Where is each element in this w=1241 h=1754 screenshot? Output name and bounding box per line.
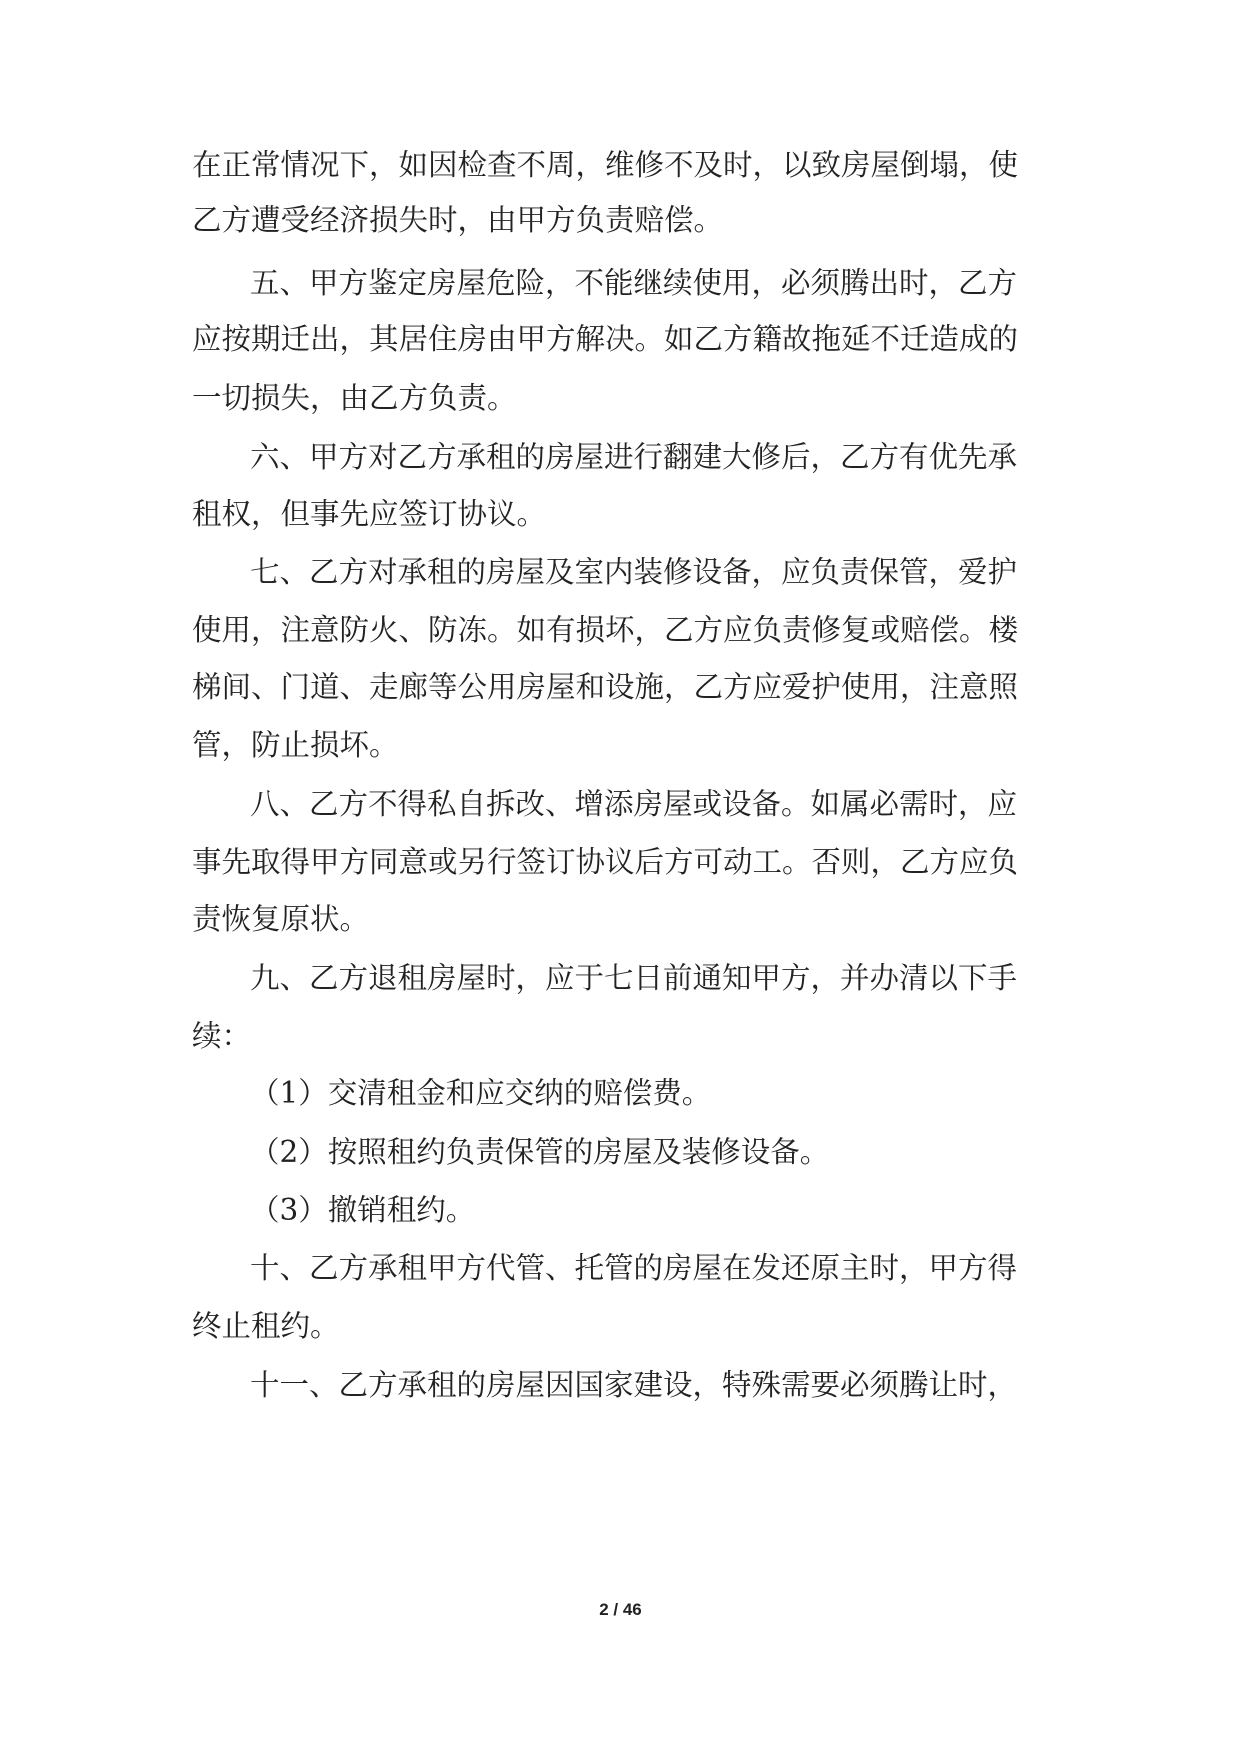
text-line: 梯间、门道、走廊等公用房屋和设施，乙方应爱护使用，注意照 [192, 670, 1019, 704]
text-line: 租权，但事先应签订协议。 [192, 497, 547, 531]
text-line: 责恢复原状。 [192, 902, 370, 936]
text-line: 应按期迁出，其居住房由甲方解决。如乙方籍故拖延不迁造成的 [192, 322, 1019, 356]
text-line: 管，防止损坏。 [192, 728, 399, 762]
text-line: 十、乙方承租甲方代管、托管的房屋在发还原主时，甲方得 [250, 1251, 1018, 1285]
text-line: 十一、乙方承租的房屋因国家建设，特殊需要必须腾让时， [250, 1368, 1018, 1402]
text-line: 六、甲方对乙方承租的房屋进行翻建大修后，乙方有优先承 [250, 440, 1018, 474]
list-item: （2）按照租约负责保管的房屋及装修设备。 [250, 1135, 830, 1169]
text-line: 七、乙方对承租的房屋及室内装修设备，应负责保管，爱护 [250, 555, 1018, 589]
list-item: （1）交清租金和应交纳的赔偿费。 [250, 1076, 712, 1110]
text-line: 九、乙方退租房屋时，应于七日前通知甲方，并办清以下手 [250, 961, 1018, 995]
text-line: 五、甲方鉴定房屋危险，不能继续使用，必须腾出时，乙方 [250, 266, 1018, 300]
text-line: 使用，注意防火、防冻。如有损坏，乙方应负责修复或赔偿。楼 [192, 613, 1019, 647]
page-number: 2 / 46 [599, 1600, 642, 1619]
text-line: 事先取得甲方同意或另行签订协议后方可动工。否则，乙方应负 [192, 845, 1019, 879]
text-line: 八、乙方不得私自拆改、增添房屋或设备。如属必需时，应 [250, 787, 1018, 821]
text-line: 在正常情况下，如因检查不周，维修不及时，以致房屋倒塌，使 [192, 148, 1019, 182]
text-line: 一切损失，由乙方负责。 [192, 381, 517, 415]
list-item: （3）撤销租约。 [250, 1193, 476, 1227]
text-line: 乙方遭受经济损失时，由甲方负责赔偿。 [192, 203, 724, 237]
text-line: 终止租约。 [192, 1309, 340, 1343]
text-line: 续： [192, 1019, 252, 1053]
